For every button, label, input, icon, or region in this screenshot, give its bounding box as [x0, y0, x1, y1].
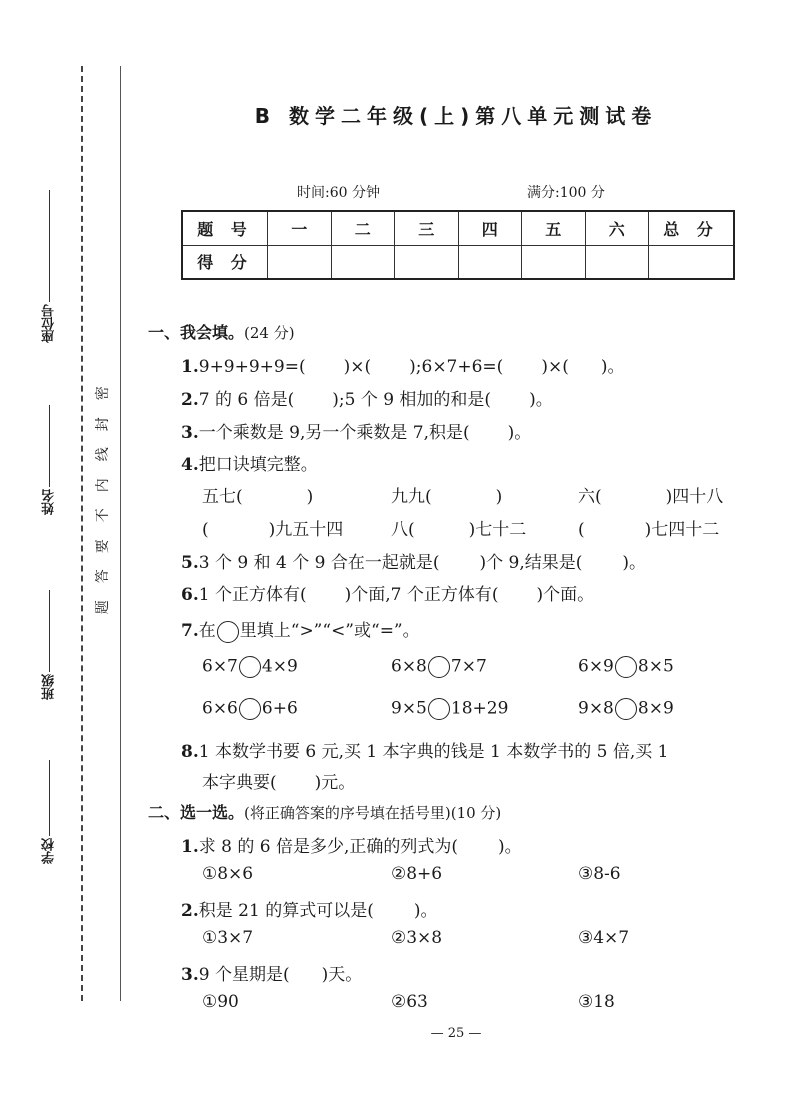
question-text: 1 个正方体有( — [198, 585, 307, 605]
compare-item — [391, 698, 508, 720]
question-text: 本字典要( — [202, 773, 277, 793]
question-text: )个 9,结果是( — [479, 553, 583, 573]
score-row-label: 得 分 — [182, 245, 268, 279]
q4-item — [391, 515, 526, 540]
compare-left: 6×6 — [202, 698, 238, 719]
question-1-8 — [181, 737, 669, 762]
compare-right: 6+6 — [261, 698, 298, 719]
school-label: 学校 — [41, 838, 57, 864]
option[interactable]: ①3×7 — [202, 928, 254, 948]
option[interactable]: ②8+6 — [391, 864, 443, 884]
score-header-cell: 一 — [268, 211, 332, 245]
question-text: 里填上“>”“<”或“=”。 — [239, 621, 420, 641]
seal-char: 答 — [94, 569, 111, 584]
question-text: )个面。 — [536, 585, 595, 605]
question-1-4 — [181, 450, 318, 475]
score-table-header — [182, 211, 734, 245]
compare-left: 9×5 — [391, 698, 427, 719]
question-1-1 — [181, 352, 624, 377]
score-cell[interactable] — [458, 245, 522, 279]
page-title: B 数学二年级(上)第八单元测试卷 — [254, 104, 658, 128]
q4-text: )四十八 — [665, 487, 724, 507]
name-field[interactable] — [34, 405, 64, 515]
option[interactable]: ①90 — [202, 992, 239, 1012]
q4-text: 六( — [578, 487, 602, 507]
q4-text: )七十二 — [468, 520, 527, 540]
seat-label: 座位号 — [41, 304, 57, 343]
seal-char: 密 — [94, 386, 111, 401]
option[interactable]: ③8-6 — [578, 864, 621, 884]
seal-char: 线 — [94, 447, 111, 462]
score-cell[interactable] — [268, 245, 332, 279]
score-table-row — [182, 245, 734, 279]
question-text: 1 本数学书要 6 元,买 1 本字典的钱是 1 本数学书的 5 倍,买 1 — [198, 742, 669, 762]
q4-text: )七四十二 — [644, 520, 720, 540]
full-score: 满分:100 分 — [527, 185, 605, 201]
score-cell[interactable] — [649, 245, 735, 279]
compare-item — [578, 698, 674, 720]
question-text: 3 个 9 和 4 个 9 合在一起就是( — [198, 553, 440, 573]
score-header-cell: 二 — [331, 211, 395, 245]
compare-right: 4×9 — [261, 656, 298, 677]
score-header-cell: 题 号 — [182, 211, 268, 245]
section1-points: (24 分) — [244, 324, 295, 342]
score-header-cell: 总 分 — [649, 211, 735, 245]
seal-char: 内 — [94, 477, 111, 492]
question-number: 5. — [181, 553, 199, 573]
q4-item — [391, 482, 502, 507]
time-limit: 时间:60 分钟 — [297, 185, 380, 201]
q4-text: ) — [306, 487, 314, 507]
question-number: 3. — [181, 423, 199, 443]
question-text: 一个乘数是 9,另一个乘数是 7,积是( — [198, 423, 470, 443]
class-label: 班级 — [41, 674, 57, 700]
page-number: — 25 — — [430, 1026, 482, 1041]
compare-circle[interactable] — [428, 656, 450, 678]
question-text: )个面,7 个正方体有( — [344, 585, 499, 605]
q4-text: ( — [578, 520, 585, 540]
question-text: );5 个 9 相加的和是( — [332, 390, 492, 410]
section1-title: 一、我会填。 — [148, 323, 245, 342]
question-2-1 — [181, 832, 522, 857]
score-cell[interactable] — [395, 245, 459, 279]
score-cell[interactable] — [522, 245, 586, 279]
q4-text: 八( — [391, 520, 415, 540]
seal-char: 要 — [94, 538, 111, 553]
compare-circle[interactable] — [615, 698, 637, 720]
score-header-cell: 三 — [395, 211, 459, 245]
q4-text: 九九( — [391, 487, 432, 507]
question-text: )×( — [343, 357, 372, 377]
q4-item — [202, 515, 343, 540]
seat-blank[interactable] — [49, 190, 50, 302]
question-2-2 — [181, 896, 437, 921]
section2-title: 二、选一选。 — [148, 803, 245, 822]
compare-item — [202, 698, 298, 720]
question-number: 8. — [181, 742, 199, 762]
score-header-cell: 六 — [585, 211, 649, 245]
compare-left: 6×7 — [202, 656, 238, 677]
compare-left: 6×8 — [391, 656, 427, 677]
section2-heading — [148, 800, 501, 823]
compare-circle[interactable] — [239, 698, 261, 720]
score-cell[interactable] — [331, 245, 395, 279]
question-text: )天。 — [321, 965, 363, 985]
question-number: 6. — [181, 585, 199, 605]
q4-item — [578, 482, 723, 507]
name-label: 姓名 — [41, 489, 57, 515]
seal-char: 不 — [94, 508, 111, 523]
q4-text: 五七( — [202, 487, 243, 507]
question-text: )×( — [541, 357, 569, 377]
question-text: )。 — [529, 390, 553, 410]
score-header-cell: 五 — [522, 211, 586, 245]
compare-right: 7×7 — [450, 656, 487, 677]
seal-char: 封 — [94, 416, 111, 431]
seal-notice — [94, 378, 122, 622]
section2-desc: (将正确答案的序号填在括号里)(10 分) — [244, 804, 502, 822]
option[interactable]: ③18 — [578, 992, 615, 1012]
compare-left: 6×9 — [578, 656, 614, 677]
question-text: 在 — [198, 621, 216, 641]
compare-left: 9×8 — [578, 698, 614, 719]
seal-char: 题 — [94, 599, 111, 614]
compare-circle[interactable] — [615, 656, 637, 678]
question-number: 2. — [181, 901, 199, 921]
option[interactable]: ③4×7 — [578, 928, 630, 948]
score-table — [181, 210, 735, 280]
q4-item — [578, 515, 719, 540]
question-number: 1. — [181, 837, 199, 857]
school-blank[interactable] — [49, 760, 50, 836]
compare-right: 8×5 — [637, 656, 674, 677]
question-number: 1. — [181, 357, 199, 377]
question-text: 积是 21 的算式可以是( — [198, 901, 374, 921]
question-1-2 — [181, 385, 553, 410]
q4-text: ) — [495, 487, 503, 507]
question-text: 9+9+9+9=( — [198, 357, 306, 377]
question-text: 把口诀填完整。 — [198, 455, 318, 475]
class-field[interactable] — [34, 590, 64, 700]
question-text: )。 — [507, 423, 532, 443]
question-number: 2. — [181, 390, 199, 410]
question-1-8-cont — [202, 768, 355, 793]
question-text: )。 — [622, 553, 647, 573]
score-header-cell: 四 — [458, 211, 522, 245]
binding-dashed-line — [81, 66, 83, 1001]
name-blank[interactable] — [49, 405, 50, 487]
q4-item — [202, 482, 313, 507]
q4-text: ( — [202, 520, 209, 540]
compare-item — [391, 656, 487, 678]
circle-icon — [217, 621, 239, 643]
question-1-6 — [181, 580, 594, 605]
question-2-3 — [181, 960, 362, 985]
seat-field[interactable] — [34, 190, 64, 343]
option[interactable]: ①8×6 — [202, 864, 254, 884]
option[interactable]: ②3×8 — [391, 928, 443, 948]
score-cell[interactable] — [585, 245, 649, 279]
question-text: 求 8 的 6 倍是多少,正确的列式为( — [198, 837, 459, 857]
question-text: 9 个星期是( — [198, 965, 290, 985]
question-1-7 — [181, 616, 420, 643]
class-blank[interactable] — [49, 590, 50, 672]
question-text: )。 — [498, 837, 522, 857]
question-number: 4. — [181, 455, 199, 475]
question-text: );6×7+6=( — [409, 357, 504, 377]
question-text: )。 — [413, 901, 438, 921]
option[interactable]: ②63 — [391, 992, 428, 1012]
q4-text: )九五十四 — [268, 520, 344, 540]
question-text: )元。 — [314, 773, 356, 793]
question-number: 7. — [181, 621, 199, 641]
question-text: 7 的 6 倍是( — [198, 390, 295, 410]
section1-heading — [148, 320, 295, 343]
question-1-3 — [181, 418, 531, 443]
question-1-5 — [181, 548, 646, 573]
compare-item — [202, 656, 298, 678]
question-text: )。 — [600, 357, 625, 377]
question-number: 3. — [181, 965, 199, 985]
compare-right: 18+29 — [450, 698, 509, 719]
school-field[interactable] — [34, 760, 64, 864]
compare-circle[interactable] — [239, 656, 261, 678]
compare-item — [578, 656, 674, 678]
compare-circle[interactable] — [428, 698, 450, 720]
compare-right: 8×9 — [637, 698, 674, 719]
